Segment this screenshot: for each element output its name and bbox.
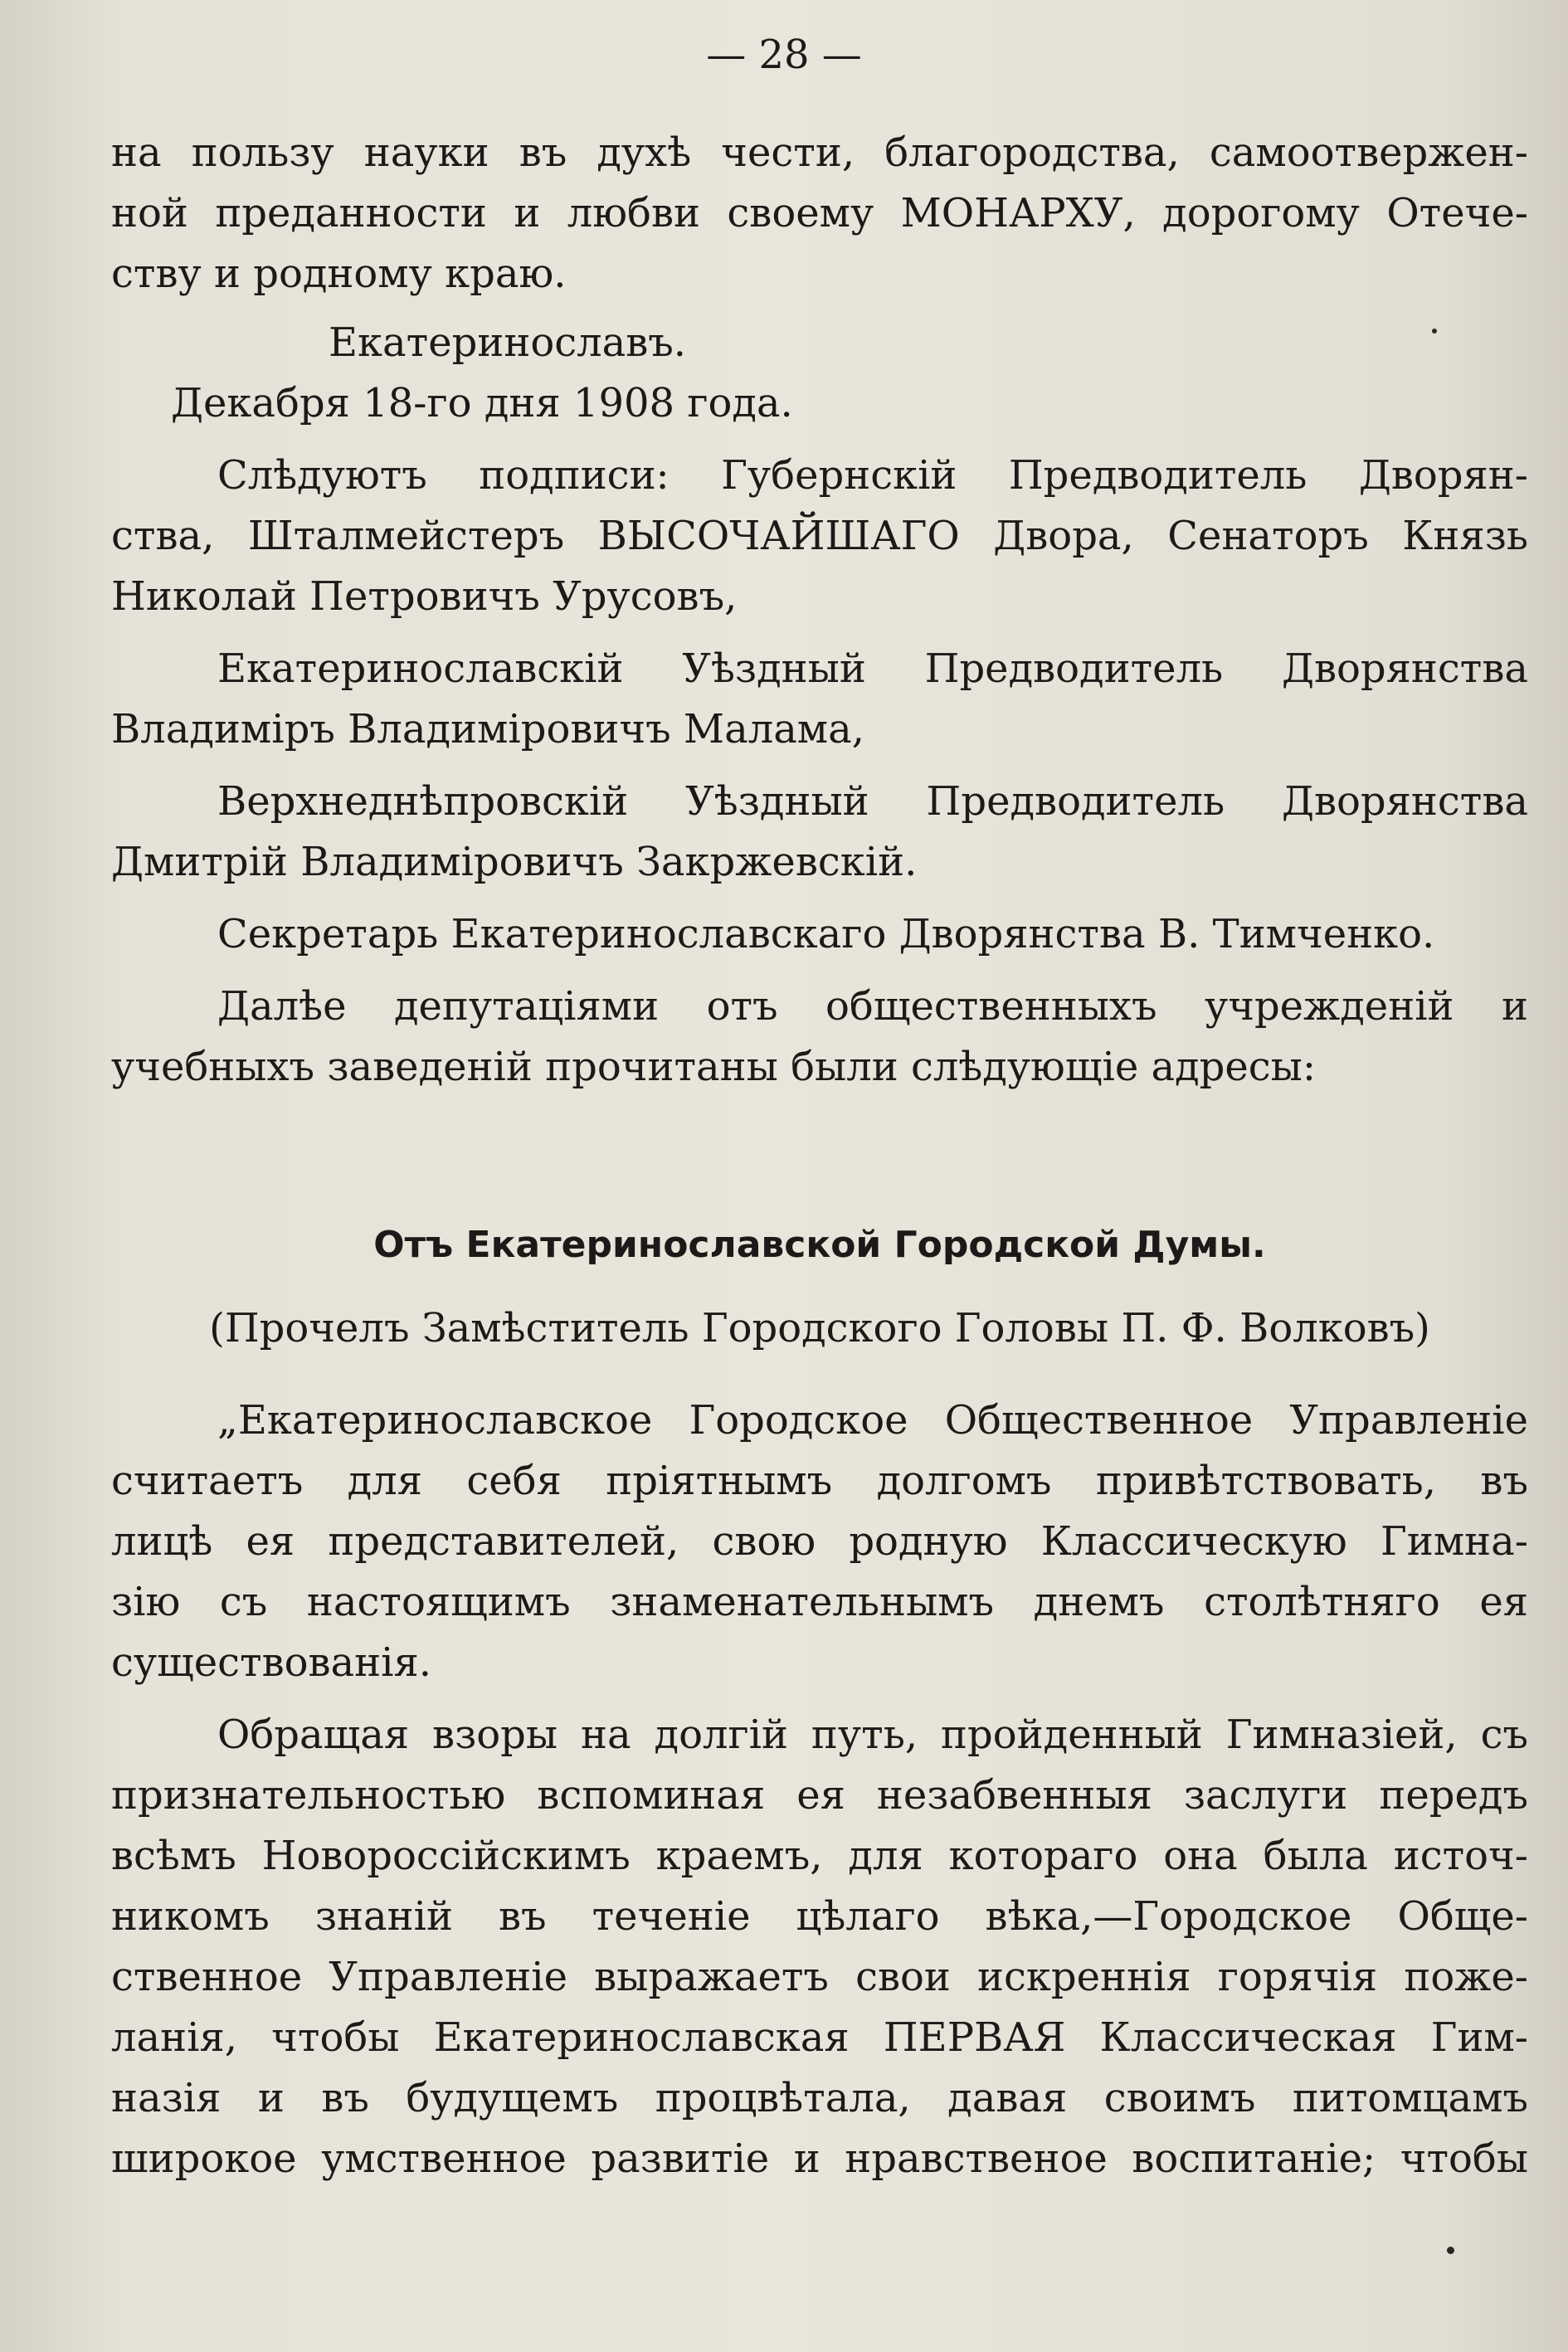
text-line: ству и родному краю. [111,251,567,297]
section-heading-block [111,1215,1528,1359]
text-line: считаетъ для себя пріятнымъ долгомъ привѣтствовать, въ [111,1458,1528,1504]
text-line: Екатеринославскій Уѣздный Предводитель Дворянства [217,645,1528,692]
text-line: „Екатеринославское Городское Общественное Управленіе [217,1397,1528,1444]
text-line: ланія, чтобы Екатеринославская ПЕРВАЯ Классическая Гим- [111,2014,1528,2061]
place-line: Екатеринославъ. [329,319,687,366]
text-line: Слѣдуютъ подписи: Губернскій Предводитель Дворян- [217,452,1528,499]
text-line: Николай Петровичъ Урусовъ, [111,573,738,620]
text-line: широкое умственное развитіе и нравственое воспитаніе; чтобы [111,2135,1528,2182]
text-line: Обращая взоры на долгій путь, пройденный Гимназіей, съ [217,1712,1528,1758]
text-line: Владиміръ Владиміровичъ Малама, [111,706,865,752]
text-line: ственное Управленіе выражаетъ свои искреннія горячія поже- [111,1954,1528,2000]
text-line: лицѣ ея представителей, свою родную Классическую Гимна- [111,1518,1528,1565]
text-line: ства, Шталмейстеръ ВЫСОЧАЙШАГО Двора, Сенаторъ Князь [111,513,1528,559]
text-line: всѣмъ Новороссійскимъ краемъ, для котораго она была источ- [111,1833,1528,1879]
text-line: на пользу науки въ духѣ чести, благородства, самоотвержен- [111,129,1528,176]
text-block-address [111,1390,1528,2189]
text-block-top [111,123,1528,1098]
section-subheading: (Прочелъ Замѣститель Городского Головы П. Ф. Волковъ) [209,1305,1430,1351]
text-line: назія и въ будущемъ процвѣтала, давая своимъ питомцамъ [111,2075,1528,2121]
text-line: ной преданности и любви своему МОНАРХУ, дорогому Отече- [111,190,1528,236]
text-line: Верхнеднѣпровскій Уѣздный Предводитель Дворянства [217,778,1528,825]
text-line: признательностью вспоминая ея незабвенныя заслуги передъ [111,1772,1528,1819]
text-line: Дмитрій Владиміровичъ Закржевскій. [111,839,918,885]
text-line: Далѣе депутаціями отъ общественныхъ учрежденій и [217,983,1528,1030]
page-number: — 28 — [706,32,862,78]
text-line: зію съ настоящимъ знаменательнымъ днемъ столѣтняго ея [111,1579,1528,1625]
text-line: существованія. [111,1639,432,1686]
date-line: Декабря 18-го дня 1908 года. [171,380,793,426]
text-line: Секретарь Екатеринославскаго Дворянства В. Тимченко. [217,911,1435,957]
text-line: никомъ знаній въ теченіе цѣлаго вѣка,—Городское Обще- [111,1893,1528,1940]
text-line: учебныхъ заведеній прочитаны были слѣдующіе адресы: [111,1044,1317,1090]
section-heading: Отъ Екатеринославской Городской Думы. [373,1224,1266,1266]
ink-speck [1432,329,1437,334]
ink-speck [1447,2247,1454,2254]
